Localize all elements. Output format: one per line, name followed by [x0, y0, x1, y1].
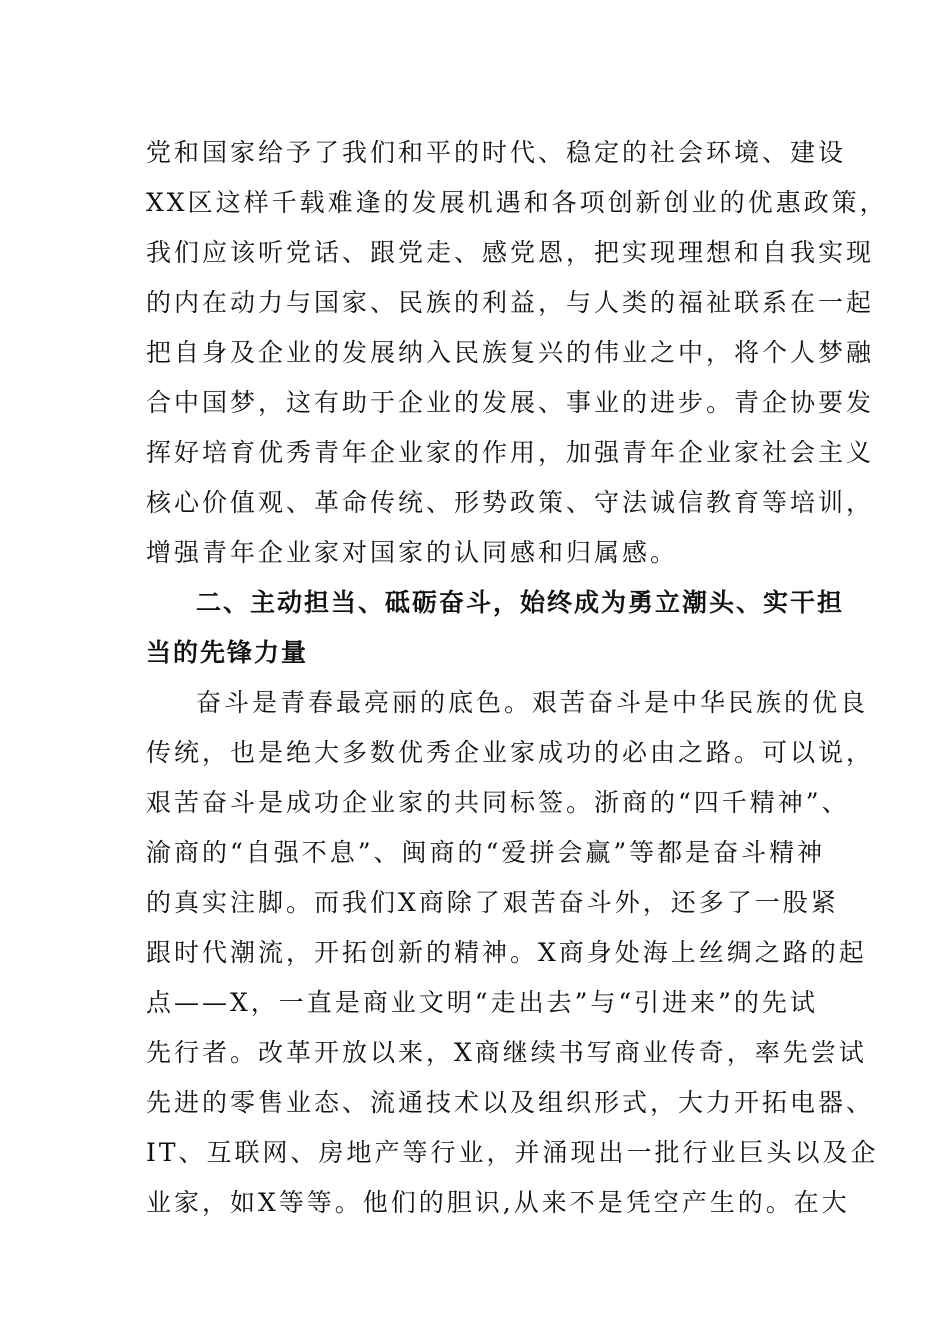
- paragraph-line: 奋斗是青春最亮丽的底色。艰苦奋斗是中华民族的优良: [196, 688, 869, 717]
- paragraph-line: 渝商的“自强不息”、闽商的“爱拼会赢”等都是奋斗精神: [146, 838, 826, 867]
- paragraph-line: 先行者。改革开放以来，X商继续书写商业传奇，率先尝试: [146, 1038, 867, 1067]
- paragraph-line: 挥好培育优秀青年企业家的作用，加强青年企业家社会主义: [146, 438, 875, 467]
- paragraph-line: 把自身及企业的发展纳入民族复兴的伟业之中，将个人梦融: [146, 338, 875, 367]
- paragraph-line: 先进的零售业态、流通技术以及组织形式，大力开拓电器、: [146, 1088, 875, 1117]
- paragraph-line: 艰苦奋斗是成功企业家的共同标签。浙商的“四千精神”、: [146, 788, 850, 817]
- paragraph-line: 的内在动力与国家、民族的利益，与人类的福祉联系在一起: [146, 288, 875, 317]
- paragraph-line: IT、互联网、房地产等行业，并涌现出一批行业巨头以及企: [146, 1138, 879, 1167]
- paragraph-line: 业家，如X等等。他们的胆识,从来不是凭空产生的。在大: [146, 1188, 850, 1217]
- paragraph-line: 合中国梦，这有助于企业的发展、事业的进步。青企协要发: [146, 388, 875, 417]
- section-heading-line: 当的先锋力量: [146, 638, 309, 667]
- paragraph-line: 增强青年企业家对国家的认同感和归属感。: [146, 538, 679, 567]
- paragraph-line: 的真实注脚。而我们X商除了艰苦奋斗外，还多了一股紧: [146, 888, 839, 917]
- paragraph-line: XX区这样千载难逢的发展机遇和各项创新创业的优惠政策，: [146, 188, 888, 217]
- paragraph-line: 传统，也是绝大多数优秀企业家成功的必由之路。可以说，: [146, 738, 875, 767]
- section-heading-line: 二、主动担当、砥砺奋斗，始终成为勇立潮头、实干担: [196, 588, 845, 617]
- paragraph-line: 点——X，一直是商业文明“走出去”与“引进来”的先试: [146, 988, 818, 1017]
- paragraph-line: 我们应该听党话、跟党走、感党恩，把实现理想和自我实现: [146, 238, 875, 267]
- paragraph-line: 党和国家给予了我们和平的时代、稳定的社会环境、建设: [146, 138, 847, 167]
- paragraph-line: 核心价值观、革命传统、形势政策、守法诚信教育等培训，: [146, 488, 875, 517]
- paragraph-line: 跟时代潮流，开拓创新的精神。X商身处海上丝绸之路的起: [146, 938, 867, 967]
